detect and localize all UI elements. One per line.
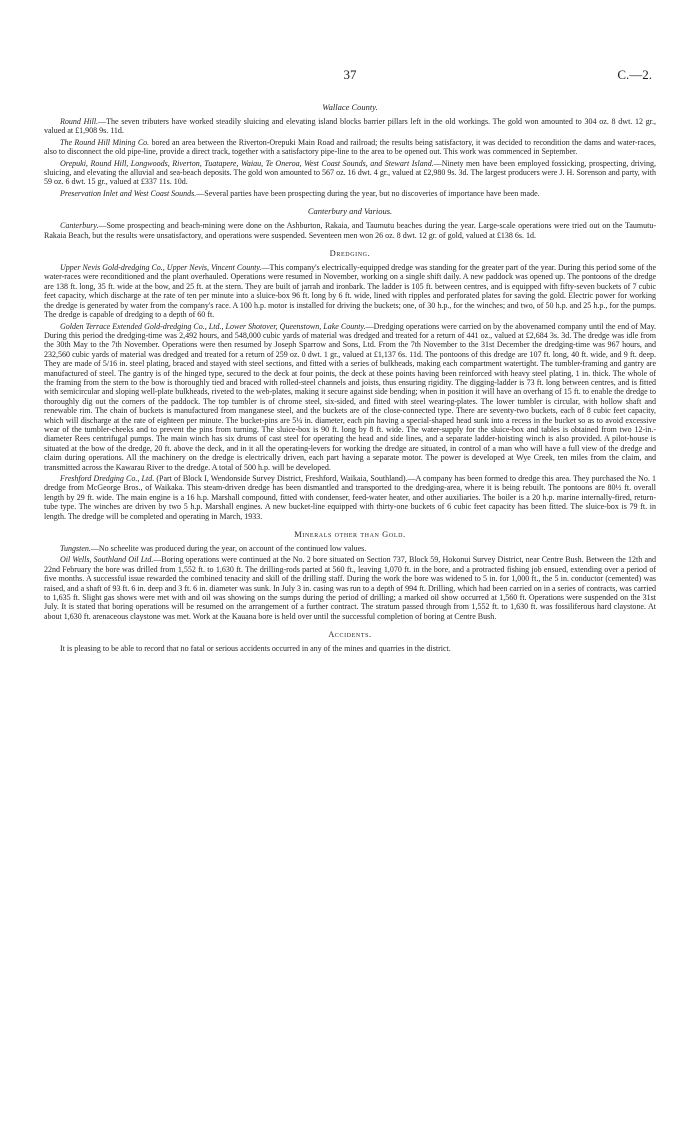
document-page (44, 67, 657, 656)
paragraph-text: —Some prospecting and beach-mining were done on the Ashburton, Rakaia, and Taumutu beaches during the year. Large-scale operations were tried out on the Taumutu-Rakaia Beach, but the results were unsatisfactory, and operations were suspended. Seventeen men won 26 oz. 8 dwt. 12 gr. of gold, valued at £138 6s. 1d. (44, 221, 656, 240)
section-dredging (44, 248, 656, 521)
paragraph-lead: Preservation Inlet and West Coast Sounds. (60, 188, 197, 198)
paragraph-lead: Tungsten. (60, 544, 91, 554)
paragraph-text: —Boring operations were continued at the No. 2 bore situated on Section 737, Block 59, Hokonui Survey District, near Centre Bush. Between the 12th and 22nd February the bore was drilled from 1,552 ft. to 1,630 ft. The drilling-rods parted at 560 ft., leaving 1,070 ft. in the bore, and a protracted fishing job ensued, extending over a period of five months. A successful issue rewarded the combined tenacity and skill of the drilling staff. During the work the bore was widened to 5 in. for 1,000 ft., the 5 in. conductor (cemented) was raised, and a shaft of 93 ft. 6 in. deep and 3 ft. 6 in. diameter was sunk. In July 3 in. casing was run to a depth of 994 ft. Drilling, which had been carried on in a series of contracts, was carried to 1,635 ft. Slight gas shows were met with and oil was showing on the sumps during the period of drilling; a marked oil show occurred at 1,560 ft. Operations were suspended on the 31st July. It is stated that boring operations will be resumed on the arrangement of a further contract. The stratum passed through from 1,552 ft. to 1,630 ft. was fossiliferous hard claystone. At about 1,630 ft. arenaceous claystone was met. Work at the Kauana bore is held over until the successful completion of boring at Centre Bush. (44, 555, 656, 621)
paragraph-text: (Part of Block I, Wendonside Survey District, Freshford, Waikaia, Southland).—A company has been formed to dredge this area. They purchased the No. 1 dredge from McGeorge Bros., of Waikaka. This steam-driven dredge has been dismantled and transported to the dredging-area, where it is being rebuilt. The pontoons are 80½ ft. overall length by 29 ft. wide. The main engine is a 16 h.p. Marshall compound, fitted with condenser, feed-water heater, and other auxiliaries. The boiler is a 20 h.p. marine internally-fired, return-tube type. The winches are driven by two 5 h.p. Marshall engines. A new bucket-line equipped with thirty-one buckets of 6 cubic feet capacity has been fitted. The sluice-box is 79 ft. in length. The dredge will be completed and operating in March, 1933. (44, 474, 657, 521)
section-heading: Dredging. (329, 248, 371, 259)
paragraph-text: —Several parties have been prospecting during the year, but no discoveries of importance have been made. (196, 188, 540, 198)
paragraph-golden-terrace (44, 322, 656, 473)
paragraph-text: bored an area between the Riverton-Orepuki Main Road and railroad; the results being satisfactory, it was decided to recondition the dams and water-races, also to disconnect the old pipe-line, provide a direct track, together with a satisfactory pipe-line to the area to be opened out. This work was commenced in September. (44, 137, 656, 157)
paragraph-freshford (44, 474, 656, 521)
paragraph-text: —No scheelite was produced during the year, on account of the continued low values. (90, 544, 367, 554)
paragraph-accidents (44, 644, 656, 653)
paragraph-text: —The seven tributers have worked steadily sluicing and elevating island blocks barrier pillars left in the old workings. The gold won amounted to 304 oz. 8 dwt. 12 gr., valued at £1,908 9s. 11d. (44, 117, 656, 136)
paragraph-text: —This company's electrically-equipped dredge was standing for the greater part of the year. During this period some of the water-races were reconditioned and the plant overhauled. Operations were resumed in November, working on a single shift daily. A new paddock was opened up. The pontoons of the dredge are 138 ft. long, 35 ft. wide at the bow, and 25 ft. at the stern. They are built of jarrah and ironbark. The ladder is 105 ft. between centres, and is equipped with fifty-seven buckets of 7 cubic feet capacity, which discharge at the rate of ten per minute into a sluice-box 96 ft. long by 6 ft. wide, lined with ripples and perforated plates for saving the gold. Electric power for working the dredge is generated by water from the company's race. A 100 h.p. motor is installed for driving the buckets; one, of 30 h.p., for the winches; and two, of 50 h.p. and 25 h.p., for the pumps. The dredge is capable of dredging to a depth of 60 ft. (44, 263, 656, 320)
paragraph-lead: Oil Wells, Southland Oil Ltd. (60, 555, 154, 565)
paragraph-lead: Orepuki, Round Hill, Longwoods, Riverton, Tuatapere, Waiau, Te Oneroa, West Coast Sounds, and Stewart Island. (60, 158, 434, 168)
paragraph-lead: The Round Hill Mining Co. (60, 137, 150, 147)
section-heading: Wallace County. (322, 102, 378, 112)
section-heading: Accidents. (328, 629, 372, 640)
paragraph-lead: Golden Terrace Extended Gold-dredging Co., Ltd., Lower Shotover, Queenstown, Lake County. (60, 321, 366, 331)
paragraph-upper-nevis (44, 263, 656, 319)
section-heading: Minerals other than Gold. (294, 529, 406, 540)
paragraph-text: —Ninety men have been employed fossicking, prospecting, driving, sluicing, and elevating the alluvial and sea-beach deposits. The gold won amounted to 567 oz. 16 dwt. 4 gr., valued at £2,980 9s. 3d. The largest producers were J. H. Sorenson and party, with 59 oz. 6 dwt. 15 gr., valued at £337 11s. 10d. (44, 158, 656, 187)
section-accidents (44, 629, 656, 653)
page-header (44, 67, 656, 85)
paragraph-canterbury (44, 221, 656, 240)
paragraph-lead: Upper Nevis Gold-dredging Co., Upper Nevis, Vincent County. (60, 263, 262, 273)
page-number: 37 (343, 67, 357, 82)
section-heading: Canterbury and Various. (307, 206, 393, 217)
paragraph-text: It is pleasing to be able to record that no fatal or serious accidents occurred in any of the mines and quarries in the district. (60, 644, 451, 654)
section-canterbury (44, 206, 656, 240)
document-reference: C.—2. (617, 67, 652, 82)
paragraph-text: —Dredging operations were carried on by the abovenamed company until the end of May. During this period the dredging-time was 2,492 hours, and 548,000 cubic yards of material was dredged and treated for a return of 441 oz., valued at £2,684 3s. 3d. The dredge was idle from the 30th May to the 7th November. Operations were then resumed by Joseph Sparrow and Sons, Ltd. From the 7th November to the 31st December the dredging-time was 967 hours, and 232,560 cubic yards of material was dredged and treated for a return of 259 oz. 0 dwt. 1 gr., valued at £1,137 6s. 11d. The pontoons of this dredge are 107 ft. long, 40 ft. wide, and 9 ft. deep. They are made of 5/16 in. steel plating, braced and stayed with steel sections, and fitted with a series of bulkheads, making each compartment watertight. The tumbler-framing and gantry are manufactured of steel. The gantry is of the hinged type, secured to the deck at four points, the deck at these points having been reinforced with heavy steel plating, 1 in. thick. The whole of the framing from the stern to the bow is thoroughly tied and braced with rolled-steel channels and joists, thus ensuring rigidity. The digging-ladder is 73 ft. long between centres, and is fitted with semicircular and sloping well-plate bulkheads, riveted to the web-plates, making it secure against side bending; when in position it will have an overhang of 15 ft. to enable the dredge to thoroughly dig out the corners of the paddock. The top tumbler is of chrome steel, six-sided, and fitted with steel wearing-plates. The lower tumbler is circular, with hollow shaft and renewable rim. The chain of buckets is manufactured from manganese steel, and the buckets are of the close-connected type. There are seventy-two buckets, each of 8 cubic feet capacity, which will discharge at the rate of eighteen per minute. The bucket-pins are 5¼ in. diameter, each pin having a special-shaped head sunk into a recess in the bucket so as to avoid excessive wear of the tumbler-cheeks and to prevent the pins from turning. The sluice-box is 90 ft. long by 8 ft. wide. The water-supply for the sluice-box and tables is obtained from two 12-in.-diameter Rees centrifugal pumps. The main winch has six drums of cast steel for operating the head and side lines, and a separate ladder-hoisting winch is also provided. A pilot-house is situated at the bow of the dredge, 20 ft. above the deck, and in it all the operating-levers for working the dredge are situated, in control of a man who will have a full view of the dredge and claim during operations. All the machinery on the dredge is electrically driven, each part having a separate motor. The power is developed at Wye Creek, ten miles from the claim, and transmitted across the Kawarau River to the dredge. A total of 500 h.p. will be developed. (44, 321, 657, 472)
paragraph-lead: Freshford Dredging Co., Ltd. (60, 474, 155, 483)
paragraph-lead: Round Hill. (60, 117, 99, 126)
paragraph-round-hill-mining-co (44, 138, 656, 157)
section-minerals (44, 529, 656, 621)
paragraph-tungsten (44, 544, 656, 553)
paragraph-orepuki (44, 159, 656, 187)
section-wallace-county (44, 102, 656, 198)
paragraph-preservation-inlet (44, 189, 656, 198)
paragraph-lead: Canterbury. (60, 221, 99, 231)
paragraph-round-hill (44, 117, 656, 136)
paragraph-oil-wells (44, 555, 656, 621)
